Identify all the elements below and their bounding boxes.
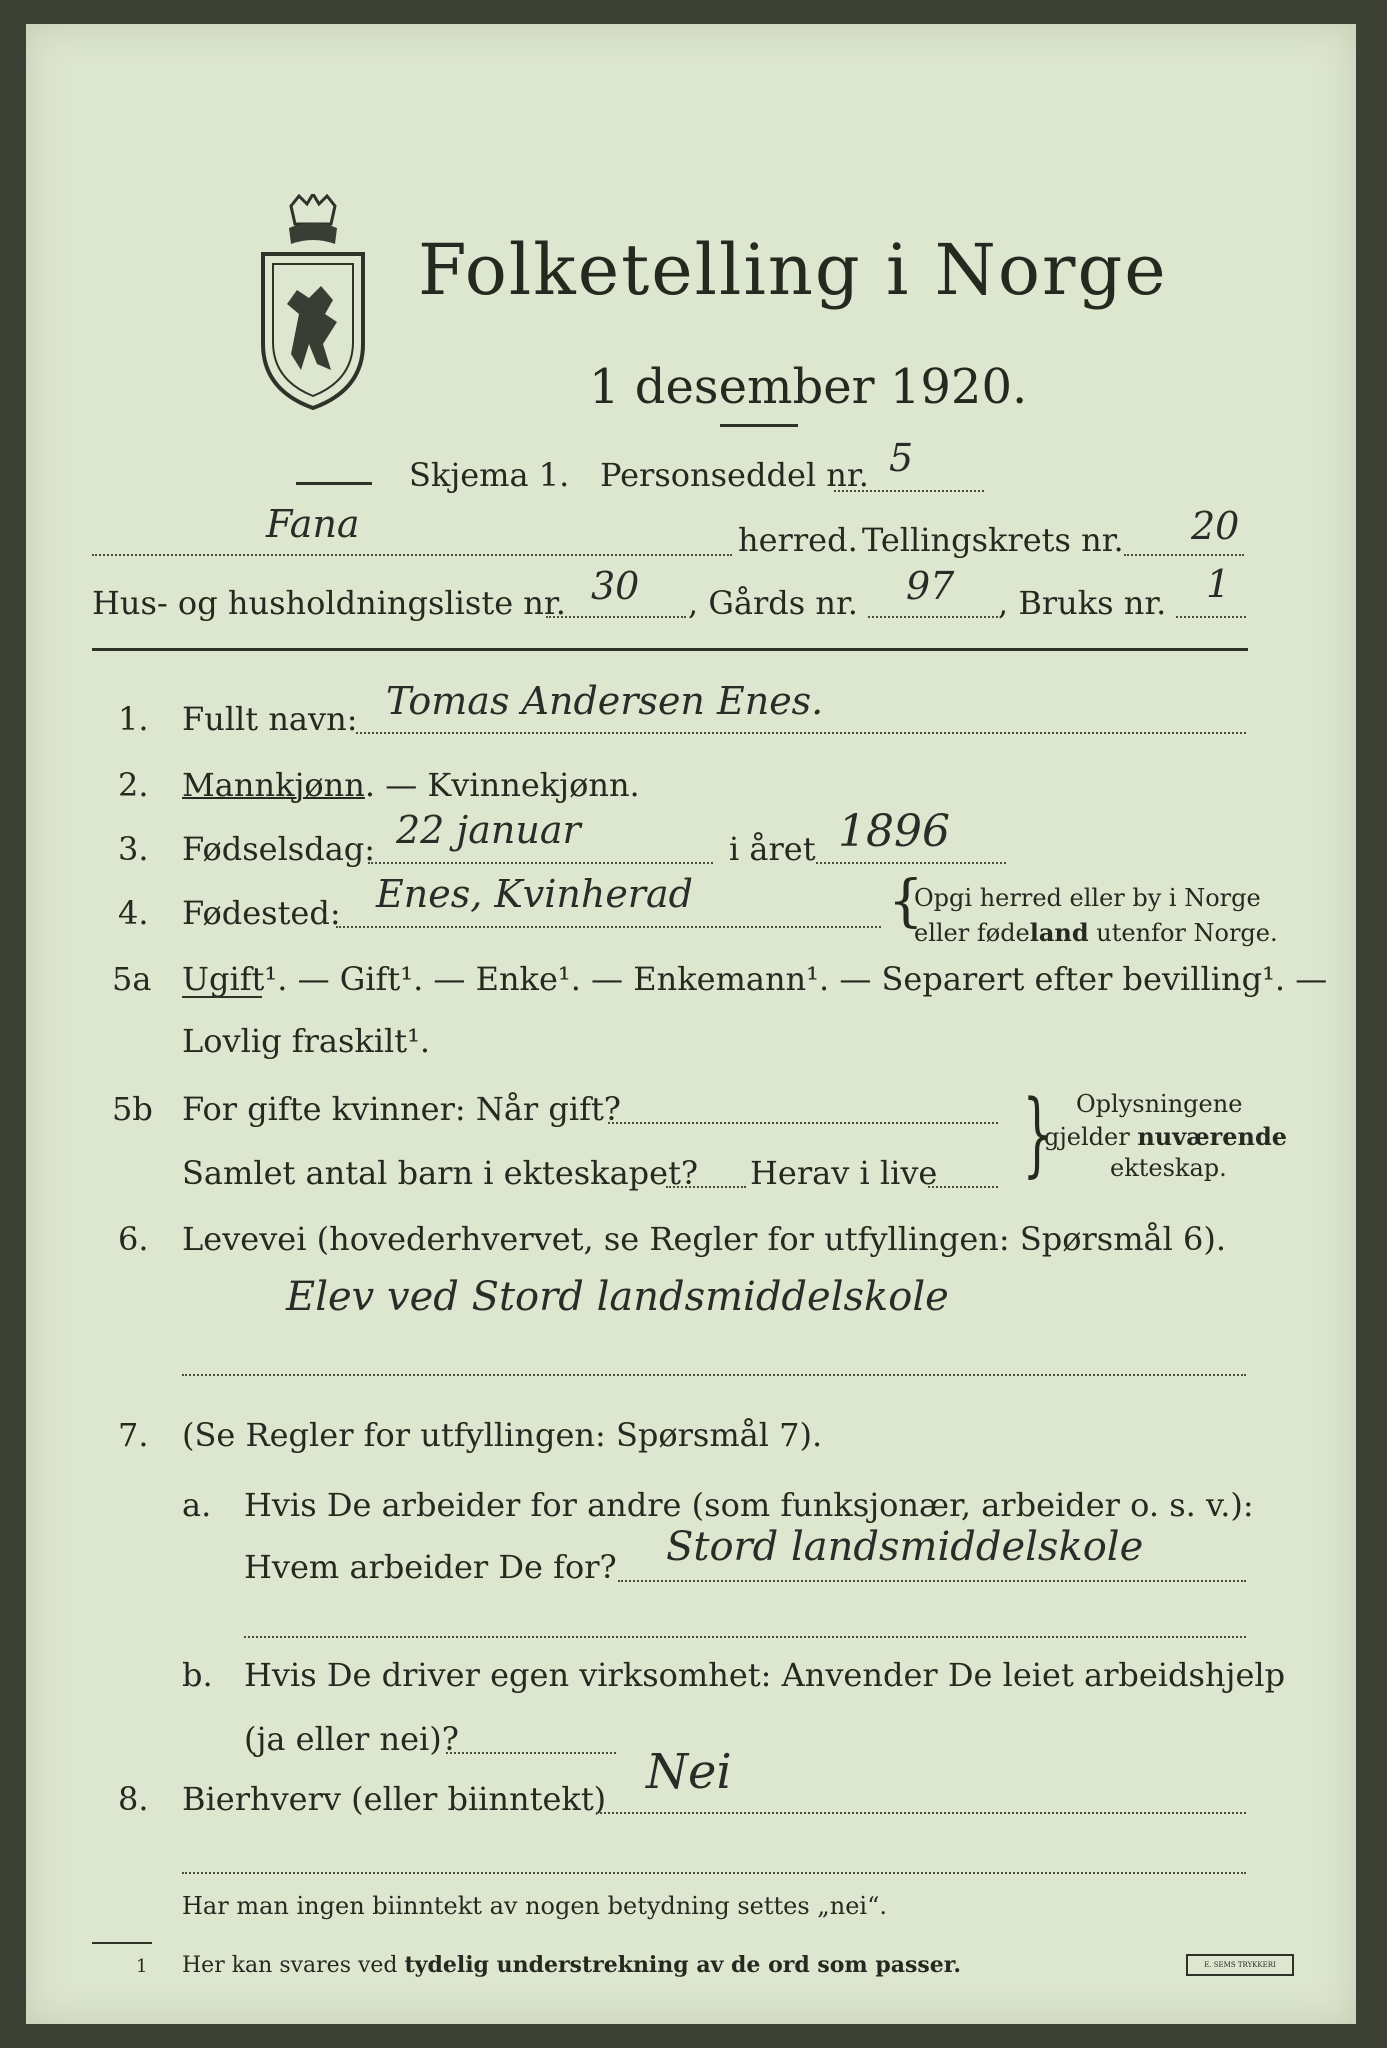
- q7a-extra-line: [244, 1636, 1246, 1638]
- personseddel-label: Personseddel nr.: [600, 456, 869, 494]
- coat-of-arms-icon: [251, 194, 371, 414]
- employer-value: Stord landsmiddelskole: [666, 1524, 1144, 1570]
- gards-label: , Gårds nr.: [688, 584, 858, 622]
- q5b-married-line: [608, 1122, 998, 1124]
- q7b-line2: (ja eller nei)?: [244, 1720, 459, 1758]
- skjema-dash: [296, 482, 372, 485]
- tellingskrets-line: [1124, 554, 1244, 556]
- q1-label: Fullt navn:: [182, 700, 358, 738]
- footer-note: Har man ingen biinntekt av nogen betydning settes „nei“.: [182, 1892, 887, 1920]
- birthday-value: 22 januar: [396, 808, 581, 852]
- q5b-label-children: Samlet antal barn i ekteskapet?: [182, 1154, 699, 1192]
- q8-number: 8.: [118, 1780, 149, 1818]
- personseddel-line: [834, 490, 984, 492]
- census-form: [26, 24, 1356, 2024]
- herred-value: Fana: [266, 502, 360, 546]
- occupation-value: Elev ved Stord landsmiddelskole: [286, 1274, 949, 1320]
- footnote-rule: [92, 1942, 152, 1944]
- q1-number: 1.: [118, 700, 149, 738]
- q3-year-line: [816, 862, 1006, 864]
- male-option: Mannkjønn: [182, 766, 365, 804]
- q7-number: 7.: [118, 1416, 149, 1454]
- q5b-note-2: gjelder nuværende: [1044, 1122, 1288, 1151]
- q5b-alive-line: [928, 1186, 998, 1188]
- skjema-label: Skjema 1.: [409, 456, 570, 494]
- q8-line: [596, 1812, 1246, 1814]
- q3-year-label: i året: [729, 830, 816, 868]
- q4-number: 4.: [118, 894, 149, 932]
- header-rule: [92, 648, 1248, 651]
- q5b-label-married: For gifte kvinner: Når gift?: [182, 1090, 621, 1128]
- q7a-employer-line: [618, 1580, 1246, 1582]
- marital-status-options: Ugift¹. — Gift¹. — Enke¹. — Enkemann¹. — Separert efter bevilling¹. —: [182, 960, 1328, 998]
- tellingskrets-value: 20: [1191, 504, 1240, 548]
- q6-number: 6.: [118, 1220, 149, 1258]
- q2-options: [182, 766, 640, 804]
- q5b-note-1: Oplysningene: [1076, 1090, 1243, 1118]
- q8-extra-line: [182, 1872, 1246, 1874]
- q7a-line2: Hvem arbeider De for?: [244, 1548, 617, 1586]
- q3-day-line: [368, 862, 713, 864]
- herred-label: herred.: [738, 521, 858, 559]
- q2-separator: . —: [364, 766, 428, 804]
- birth-year-value: 1896: [838, 806, 950, 857]
- hus-line: [546, 616, 686, 618]
- full-name-value: Tomas Andersen Enes.: [386, 679, 824, 723]
- q6-label: Levevei (hovederhvervet, se Regler for utfyllingen: Spørsmål 6).: [182, 1220, 1227, 1258]
- title-divider: [720, 424, 798, 427]
- hus-value: 30: [591, 564, 640, 608]
- q7b-line1: Hvis De driver egen virksomhet: Anvender De leiet arbeidshjelp: [244, 1656, 1286, 1694]
- side-income-value: Nei: [646, 1744, 732, 1800]
- bruks-line: [1176, 616, 1246, 618]
- q2-number: 2.: [118, 766, 149, 804]
- tellingskrets-label: Tellingskrets nr.: [862, 521, 1124, 559]
- bruks-value: 1: [1206, 562, 1231, 606]
- ugift-underline: [182, 996, 262, 998]
- q5b-children-line: [666, 1186, 746, 1188]
- q7b-letter: b.: [182, 1656, 213, 1694]
- q7b-line: [446, 1752, 616, 1754]
- bruks-label: , Bruks nr.: [998, 584, 1167, 622]
- q4-line: [336, 926, 881, 928]
- footnote-text: Her kan svares ved tydelig understrekning av de ord som passer.: [182, 1952, 962, 1978]
- hus-label: Hus- og husholdningsliste nr.: [92, 584, 566, 622]
- q2-end: .: [629, 766, 640, 804]
- q5b-label-alive: Herav i live: [750, 1154, 938, 1192]
- printer-stamp: E. SEMS TRYKKERI: [1186, 1954, 1294, 1976]
- gards-line: [868, 616, 998, 618]
- q8-label: Bierhverv (eller biinntekt): [182, 1780, 607, 1818]
- marital-status-line2: Lovlig fraskilt¹.: [182, 1022, 431, 1060]
- census-date: 1 desember 1920.: [589, 359, 1028, 415]
- q7-label: (Se Regler for utfyllingen: Spørsmål 7).: [182, 1416, 823, 1454]
- q5b-number: 5b: [112, 1090, 153, 1128]
- q6-line: [182, 1374, 1246, 1376]
- personseddel-value: 5: [889, 436, 914, 480]
- q5b-brace: }: [1022, 1080, 1052, 1187]
- q4-label: Fødested:: [182, 894, 341, 932]
- gards-value: 97: [906, 564, 955, 608]
- footnote-number: 1: [136, 1956, 148, 1977]
- q1-line: [356, 732, 1246, 734]
- q5a-number: 5a: [112, 960, 152, 998]
- q4-brace: {: [888, 869, 924, 934]
- q7a-letter: a.: [182, 1486, 212, 1524]
- q4-note-2: eller fødeland utenfor Norge.: [914, 918, 1278, 947]
- q7a-line1: Hvis De arbeider for andre (som funksjonær, arbeider o. s. v.):: [244, 1486, 1254, 1524]
- q5b-note-3: ekteskap.: [1110, 1154, 1227, 1182]
- q3-label: Fødselsdag:: [182, 830, 376, 868]
- birthplace-value: Enes, Kvinherad: [376, 872, 693, 916]
- form-title: Folketelling i Norge: [418, 229, 1168, 311]
- q3-number: 3.: [118, 830, 149, 868]
- herred-line: [92, 554, 732, 556]
- female-option: Kvinnekjønn: [427, 766, 630, 804]
- q4-note-1: Opgi herred eller by i Norge: [914, 884, 1261, 912]
